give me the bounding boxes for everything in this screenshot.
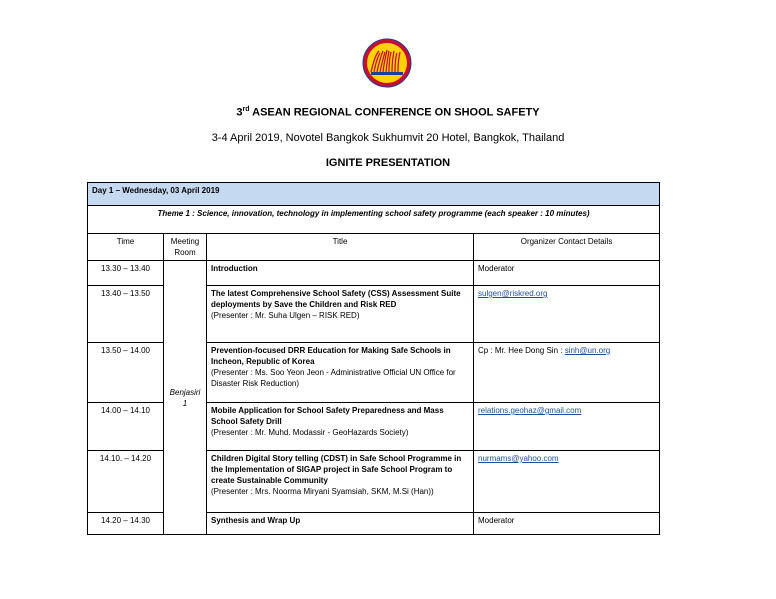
contact-cell <box>474 403 660 451</box>
contact-email-link[interactable]: sinh@un.org <box>564 346 611 355</box>
presenter-label: (Presenter : Mrs. Noorma Miryani Syamsiah, SKM, M.Si (Han)) <box>211 487 434 496</box>
title-cell: Prevention-focused DRR Education for Making Safe Schools in Incheon, Republic of Korea (Presenter : Ms. Soo Yeon Jeon - Administrative Official UN Office for Disaster Risk Reduction) <box>207 343 474 403</box>
theme-label: Theme 1 : Science, innovation, technology in implementing school safety programme (each speaker : 10 minutes) <box>88 206 660 234</box>
title-cell: Introduction <box>207 261 474 286</box>
column-header-organizer: Organizer Contact Details <box>474 234 660 261</box>
column-header-title: Title <box>207 234 474 261</box>
presenter-label: (Presenter : Mr. Muhd. Modassir - GeoHazards Society) <box>211 428 409 437</box>
day-header-row <box>88 183 660 206</box>
section-heading: IGNITE PRESENTATION <box>325 157 451 169</box>
title-cell: Synthesis and Wrap Up <box>207 513 474 535</box>
time-cell: 13.30 – 13.40 <box>88 261 164 286</box>
contact-cell: Cp : Mr. Hee Dong Sin : sinh@un.org <box>474 343 660 403</box>
contact-cell: Moderator <box>474 513 660 535</box>
asean-logo-icon <box>362 38 412 88</box>
room-cell: Benjasiri 1 <box>164 261 207 535</box>
presenter-label: (Presenter : Ms. Soo Yeon Jeon - Administrative Official UN Office for Disaster Risk Reduction) <box>211 368 456 388</box>
title-cell: Mobile Application for School Safety Preparedness and Mass School Safety Drill (Presenter : Mr. Muhd. Modassir - GeoHazards Society) <box>207 403 474 451</box>
time-cell: 14.20 – 14.30 <box>88 513 164 535</box>
contact-cell: Moderator <box>474 261 660 286</box>
document-subtitle: 3-4 April 2019, Novotel Bangkok Sukhumvit 20 Hotel, Bangkok, Thailand <box>211 132 565 144</box>
column-header-room: Meeting Room <box>164 234 207 261</box>
title-cell: Children Digital Story telling (CDST) in Safe School Programme in the Implementation of SIGAP project in Safe School Program to create Sustainable Community (Presenter : Mrs. Noorma Miryani Syamsiah, SKM, M.Si (Han)) <box>207 451 474 513</box>
column-header-row <box>88 234 660 261</box>
day-label: Day 1 – Wednesday, 03 April 2019 <box>88 183 660 206</box>
table-row <box>88 261 660 286</box>
time-cell: 13.50 – 14.00 <box>88 343 164 403</box>
time-cell: 14.10. – 14.20 <box>88 451 164 513</box>
title-cell: The latest Comprehensive School Safety (CSS) Assessment Suite deployments by Save the Children and Risk RED (Presenter : Mr. Suha Ulgen – RISK RED) <box>207 286 474 343</box>
contact-email-link[interactable]: nurmams@yahoo.com <box>478 454 559 463</box>
column-header-time: Time <box>88 234 164 261</box>
contact-cell <box>474 451 660 513</box>
agenda-table <box>87 182 660 535</box>
document-title: 3rd ASEAN REGIONAL CONFERENCE ON SHOOL SAFETY <box>236 106 540 119</box>
contact-cell <box>474 286 660 343</box>
presenter-label: (Presenter : Mr. Suha Ulgen – RISK RED) <box>211 311 360 320</box>
theme-row <box>88 206 660 234</box>
contact-email-link[interactable]: relations.geohaz@gmail.com <box>478 406 582 415</box>
contact-email-link[interactable]: sulgen@riskred.org <box>478 289 548 298</box>
time-cell: 14.00 – 14.10 <box>88 403 164 451</box>
time-cell: 13.40 – 13.50 <box>88 286 164 343</box>
